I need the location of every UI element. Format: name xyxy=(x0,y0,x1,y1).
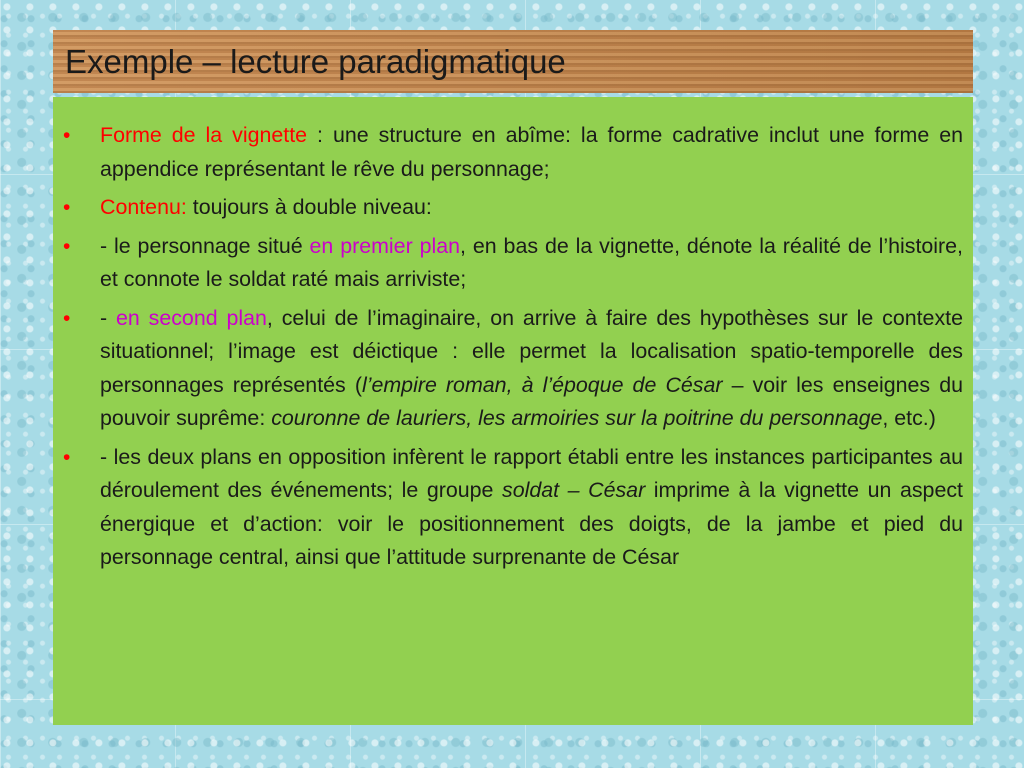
bullet-icon: • xyxy=(63,445,71,469)
content-panel xyxy=(53,97,973,725)
bullet-italic: couronne de lauriers, les armoiries sur la poitrine du personnage xyxy=(271,406,883,430)
bullet-list xyxy=(53,119,963,575)
bullet-icon: • xyxy=(63,234,71,258)
bullet-italic: soldat – César xyxy=(502,478,646,502)
bullet-label: Forme de la vignette xyxy=(100,123,308,147)
bullet-text: – voir les enseignes du pouvoir suprême: xyxy=(100,372,963,430)
bullet-icon: • xyxy=(63,196,71,219)
list-item xyxy=(53,191,963,225)
bullet-text: , en bas de la vignette, dénote la réalité de l’histoire, et connote le soldat raté mais arriviste; xyxy=(100,233,963,291)
list-item xyxy=(53,119,963,186)
bullet-text: , etc.) xyxy=(882,406,936,430)
bullet-italic: l’empire roman, à l’époque de César xyxy=(361,372,723,397)
bullet-label: Contenu: xyxy=(100,195,187,219)
bullet-highlight: en premier plan xyxy=(309,233,461,258)
bullet-prefix: - le personnage situé xyxy=(100,233,310,258)
bullet-icon: • xyxy=(63,306,71,330)
bullet-prefix: - xyxy=(100,305,116,330)
slide-title: Exemple – lecture paradigmatique xyxy=(65,43,566,80)
title-bar xyxy=(53,30,973,93)
bullet-text: , celui de l’imaginaire, on arrive à faire des hypothèses sur le contexte situationnel; l’image est déictique : elle permet la localisation spatio-temporelle des personnages représentés ( xyxy=(100,305,963,397)
bullet-text: toujours à double niveau: xyxy=(186,195,432,219)
bullet-text: : une structure en abîme: la forme cadrative inclut une forme en appendice représentant le rêve du personnage; xyxy=(100,123,963,181)
bullet-highlight: en second plan xyxy=(115,305,267,330)
bullet-text: - les deux plans en opposition infèrent le rapport établi entre les instances participantes au déroulement des événements; le groupe xyxy=(100,444,963,502)
list-item xyxy=(53,230,963,297)
bullet-text: imprime à la vignette un aspect énergique et d’action: voir le positionnement des doigts, de la jambe et pied du personnage central, ainsi que l’attitude surprenante de César xyxy=(100,478,963,569)
bullet-icon: • xyxy=(63,124,71,147)
list-item xyxy=(53,441,963,575)
list-item xyxy=(53,302,963,436)
